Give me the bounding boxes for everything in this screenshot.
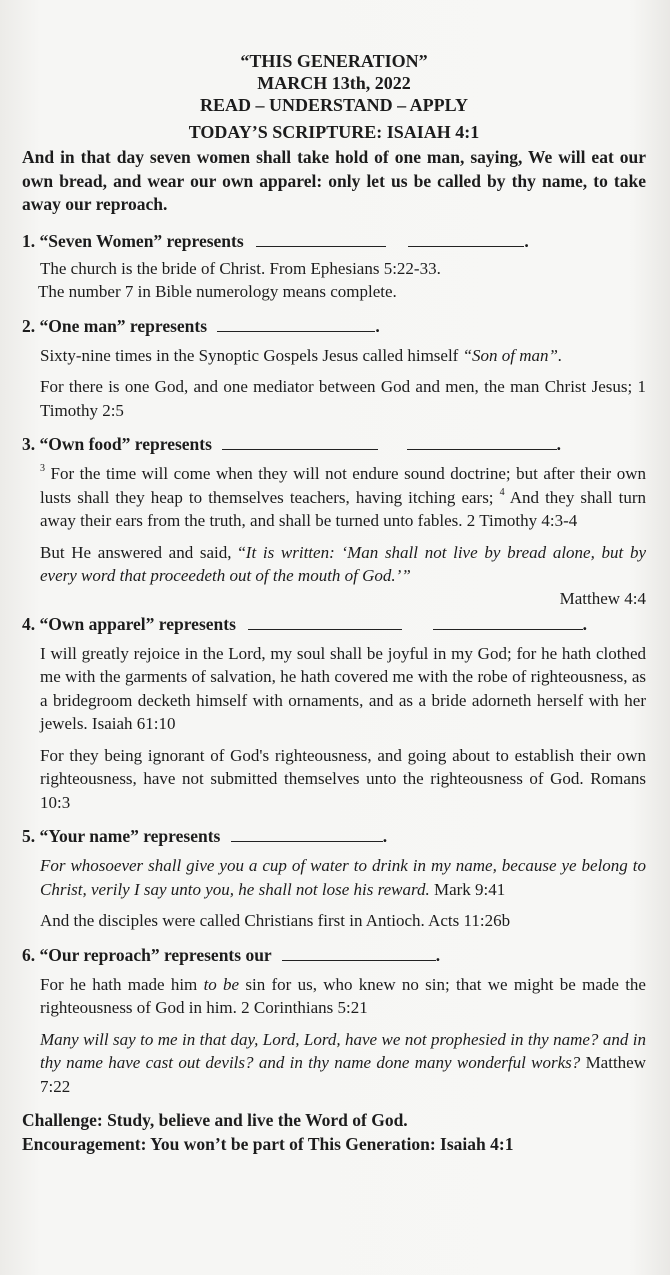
q3-p1-text-b: And they shall turn away their ears from the truth, and shall be turned unto fables. 2 Timothy 4:3-4 — [40, 487, 646, 530]
q3-reference: Matthew 4:4 — [559, 588, 646, 608]
q2-paragraph-2: For there is one God, and one mediator between God and men, the man Christ Jesus; 1 Timothy 2:5 — [40, 377, 646, 420]
question-2-label: 2. “One man” represents — [22, 315, 208, 336]
verse-number: 4 — [499, 486, 505, 498]
q5-p1-italic: For whosoever shall give you a cup of water to drink in my name, because ye belong to Christ, verily I say unto you, he shall not lose his reward. — [40, 856, 646, 899]
period: . — [382, 826, 388, 846]
q6-p1-text-a: For he hath made him — [40, 974, 204, 994]
answer-blank — [222, 434, 378, 450]
period: . — [582, 613, 588, 634]
answer-blank — [407, 434, 557, 450]
q2-p1-italic: “Son of man”. — [462, 345, 563, 365]
question-3 — [22, 432, 646, 456]
header-subtitle: READ – UNDERSTAND – APPLY — [199, 95, 469, 115]
question-2 — [22, 314, 646, 338]
question-4 — [22, 612, 646, 636]
q5-paragraph-2: And the disciples were called Christians first in Antioch. Acts 11:26b — [40, 911, 511, 930]
question-5-label: 5. “Your name” represents — [22, 826, 221, 846]
q6-paragraph-1 — [40, 973, 646, 1020]
question-1-label: 1. “Seven Women” represents — [22, 230, 244, 251]
q3-paragraph-1 — [40, 462, 646, 533]
q2-p1-text: Sixty-nine times in the Synoptic Gospels Jesus called himself — [40, 345, 463, 365]
q2-paragraph-1 — [40, 344, 646, 368]
q1-paragraph-2: The number 7 in Bible numerology means complete. — [38, 282, 397, 301]
question-5 — [22, 824, 646, 848]
answer-blank — [408, 231, 524, 247]
q4-paragraph-1: I will greatly rejoice in the Lord, my soul shall be joyful in my God; for he hath clothed me with the garments of salvation, he hath covered me with the robe of righteousness, as a bridegroom decketh himself with ornaments, and as a bride adorneth herself with her jewels. Isaiah 61:10 — [40, 643, 646, 733]
header-title: “THIS GENERATION” — [240, 51, 428, 71]
q3-p1-text-a: For the time will come when they will not endure sound doctrine; but after their own lusts shall they heap to themselves teachers, having itching ears; — [40, 464, 646, 507]
answer-blank — [433, 614, 583, 630]
header-block — [22, 50, 646, 116]
q5-p1-ref: Mark 9:41 — [429, 879, 506, 899]
q6-paragraph-2 — [40, 1028, 646, 1099]
challenge-line: Challenge: Study, believe and live the Word of God. — [22, 1110, 408, 1130]
question-3-label: 3. “Own food” represents — [22, 434, 212, 454]
answer-blank — [217, 316, 375, 332]
period: . — [435, 944, 441, 965]
answer-blank — [256, 231, 386, 247]
period: . — [556, 434, 562, 454]
q6-p1-italic: to be — [203, 974, 240, 994]
question-6 — [22, 943, 646, 967]
q1-paragraph-1: The church is the bride of Christ. From Ephesians 5:22-33. — [40, 258, 441, 278]
answer-blank — [282, 945, 436, 961]
header-date: MARCH 13th, 2022 — [257, 73, 411, 93]
verse-number: 3 — [40, 463, 45, 474]
q6-p1-text-b: sin for us, who knew no sin; that we might be made the righteousness of God in him. 2 Corinthians 5:21 — [40, 974, 646, 1017]
q6-p2-ref: Matthew 7:22 — [40, 1053, 646, 1096]
q5-paragraph-1 — [40, 854, 646, 901]
period: . — [524, 230, 529, 251]
scripture-title: TODAY’S SCRIPTURE: ISAIAH 4:1 — [188, 122, 480, 142]
q6-p2-italic: Many will say to me in that day, Lord, Lord, have we not prophesied in thy name? and in thy name have cast out devils? and in thy name done many wonderful works? — [40, 1029, 646, 1072]
q3-p2-text: But He answered and said, “ — [40, 542, 246, 562]
question-6-label: 6. “Our reproach” represents our — [22, 944, 272, 965]
q3-paragraph-2 — [40, 541, 646, 610]
question-4-label: 4. “Own apparel” represents — [22, 613, 236, 634]
encouragement-line: Encouragement: You won’t be part of This Generation: Isaiah 4:1 — [22, 1134, 514, 1154]
q4-paragraph-2: For they being ignorant of God's righteousness, and going about to establish their own righteousness, have not submitted themselves unto the righteousness of God. Romans 10:3 — [40, 745, 646, 812]
question-1 — [22, 229, 646, 253]
period: . — [375, 315, 380, 336]
answer-blank — [231, 826, 383, 842]
q3-p2-italic: It is written: ‘Man shall not live by bread alone, but by every word that proceedeth out of the mouth of God.’” — [40, 542, 646, 585]
scripture-text: And in that day seven women shall take hold of one man, saying, We will eat our own bread, and wear our own apparel: only let us be called by thy name, to take away our reproach. — [22, 147, 646, 214]
answer-blank — [248, 614, 402, 630]
